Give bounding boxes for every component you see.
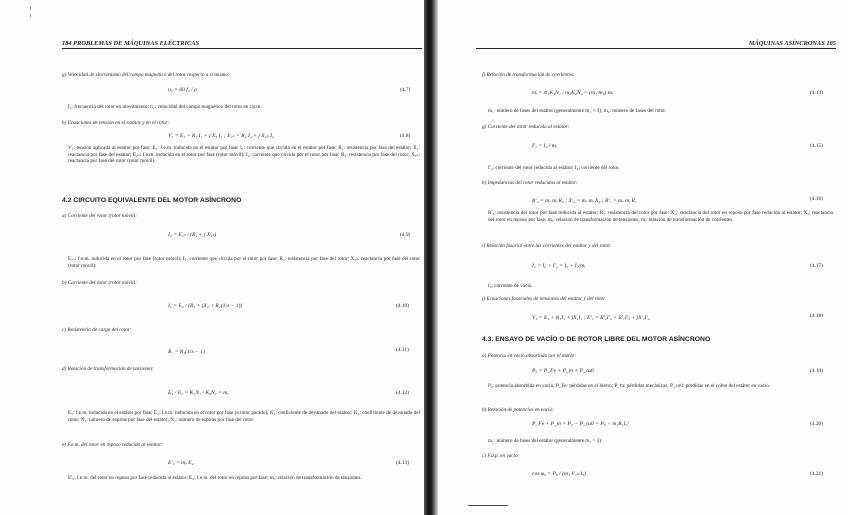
equation-number: (4.14) (810, 90, 824, 96)
scan-speck (30, 6, 31, 10)
item-description: V₁: tensión aplicada al estátor por fase; E₁: f.e.m. inducida en el estátor por fase; I₁: corriente que circula en el estátor por fase; R₁: resistencia por fase del estátor; X₁: reactancia por fase del estátor; E₂ₛ: f.e.m. inducida en el rotor por fase (rotor móvil); I₂: corriente que circula por el rotor por fase; R₂: resistencia por fase del rotor; X₂ₛ: reactancia por fase del rotor (rotor móvil). (68, 145, 420, 165)
book-gutter (424, 0, 438, 515)
equation: V₁ = E₁ + R₁I₁ + jX₁I₁ ; E′₂ = R′₂I′₂ + R′꜀I′₂ + jX′₂I′₂ (532, 315, 650, 321)
item-description: E₂ₛ: f.e.m. inducida en el rotor por fase (rotor móvil); I₂: corriente que circula por el rotor por fase; R₂: resistencia por fase del rotor; X₂ₛ: reactancia por fase del rotor (rotor móvil); (68, 256, 420, 269)
right-page-header: MÁQUINAS ASÍNCRONAS 185 (476, 40, 836, 49)
item-subheading: g) Corriente del rotor reducida al estátor: (482, 124, 570, 130)
item-description: I′₂: corriente del rotor reducida al estátor; I₂: corriente del rotor. (488, 165, 620, 171)
equation: R꜀ = R₂(1/s − 1) (168, 349, 205, 355)
section-title: 4.2 CIRCUITO EQUIVALENTE DEL MOTOR ASÍNCRONO (62, 197, 242, 204)
item-description: I₀: corriente de vacío. (488, 283, 533, 289)
item-subheading: c) Resistencia de carga del rotor: (62, 327, 132, 333)
equation: I′₂ = I₂ / mᵢ (532, 143, 557, 149)
equation-number: (4.20) (810, 421, 824, 427)
equation-number: (4.10) (396, 303, 410, 309)
left-page-header: 184 PROBLEMAS DE MÁQUINAS ELÉCTRICAS (62, 40, 422, 49)
item-subheading: h) Impedancias del rotor reducidas al estátor: (482, 180, 578, 186)
item-description: f₂: frecuencia del rotor en movimiento; n₂: velocidad del campo magnético del rotor en r.p.m. (68, 104, 262, 110)
item-description: R′₂: resistencia del rotor por fase reducida al estátor; R₂: resistencia del rotor por fase; X′₂: reactancia del rotor en reposo por fase reducida al estátor; X₂: reactancia del rotor en reposo por fase; mᵥ: relación de transformación de tensiones; mᵢ: relación de transformación de corrientes. (488, 210, 833, 223)
page-bottom-rule (468, 505, 508, 506)
scan-speck (30, 14, 31, 17)
equation: n₂ = 60 f₂ / p (168, 87, 197, 93)
item-subheading: e) F.e.m. del rotor en reposo reducida al estátor: (62, 442, 163, 448)
item-subheading: g) Velocidad de sincronismo del campo magnético del rotor respecto a sí mismo: (62, 72, 230, 78)
item-description: m₁: número de fases del estátor (generalmente m₁ = 3). (488, 438, 603, 444)
equation: I₂ = E₂ₛ / (R₂ + j X₂ₛ) (168, 232, 217, 238)
item-subheading: j) Ecuaciones fasoriales de tensiones del estátor y del rotor: (482, 296, 608, 302)
equation-number: (4.12) (396, 390, 410, 396)
equation-number: (4.11) (396, 347, 409, 353)
equation: E₁ / E₂ = K₁N₁ / K₂N₂ = mᵥ (168, 390, 229, 396)
equation-number: (4.8) (400, 133, 411, 139)
equation: I₂ = E₂ / (R₂ + jX₂ + R₂(1/s − 1)) (168, 303, 243, 309)
right-page (438, 0, 848, 515)
equation: cos φ₀ = P₀ / (m₁ V₁ₙ I₀) (532, 471, 587, 477)
equation: E′₂ = mᵥ E₂ (168, 460, 194, 466)
equation-number: (4.19) (810, 368, 824, 374)
item-subheading: h) Ecuaciones de tensión en el estátor y en el rotor: (62, 120, 170, 126)
item-subheading: c) F.d.p. en vacío: (482, 453, 520, 459)
equation-number: (4.15) (810, 143, 824, 149)
equation: I₁ = I₀ + I′₂ = I₀ + I₂/mᵢ (532, 263, 586, 269)
item-subheading: d) Relación de transformación de tensiones: (62, 366, 155, 372)
item-description: E₁: f.e.m. inducida en el estátor por fase; E₂: f.e.m. inducida en el rotor por fase (a rotor parado); K₁: coeficiente de devanado del estátor; K₂: coeficiente de devanado del rotor; N₁: número de espiras por fase del estátor; N₂: número de espiras por fase del rotor. (68, 410, 420, 423)
item-subheading: a) Corriente del rotor (rotor móvil): (62, 213, 137, 219)
equation: V₁ = E₁ + R₁ I₁ + j X₁ I₁ ; E₂ₛ = R₂ I₂ + j X₂ₛ I₂ (168, 133, 274, 139)
equation-number: (4.9) (400, 232, 411, 238)
item-subheading: a) Potencia en vacío absorbida por el motor: (482, 353, 577, 359)
item-description: m₁: número de fases del estátor (generalmente m₁ = 3); m₂: número de fases del rotor. (488, 108, 667, 114)
item-subheading: f) Relación de transformación de corrientes: (482, 72, 575, 78)
equation-number: (4.7) (400, 87, 411, 93)
item-subheading: b) Corriente del rotor (rotor móvil): (62, 280, 137, 286)
equation-number: (4.13) (396, 460, 410, 466)
equation: mᵢ = m₁K₁N₁ / m₂K₂N₂ = (m₁/m₂) mᵥ (532, 90, 614, 96)
equation-number: (4.18) (810, 313, 824, 319)
section-title: 4.3. ENSAYO DE VACÍO O DE ROTOR LIBRE DEL MOTOR ASÍNCRONO (482, 336, 711, 343)
item-subheading: i) Relación fasorial entre las corrientes del estátor y del rotor: (482, 243, 612, 249)
item-description: E′₂: f.e.m. del rotor en reposo por fase reducida al estátor; E₂: f.e.m. del rotor en reposo por fase; mᵥ: relación de transformación de tensiones. (68, 475, 362, 481)
equation-number: (4.21) (810, 471, 824, 477)
equation-number: (4.17) (810, 263, 824, 269)
equation-number: (4.16) (810, 196, 824, 202)
equation: P_Fe + P_m = P₀ − P_cu0 = P₀ − m₁R₁I₀² (532, 421, 630, 427)
equation: R′₂ = mᵥ mᵢ R₂ ; X′₂ = mᵥ mᵢ X₂ ; R′꜀ = mᵥ mᵢ R꜀ (532, 198, 637, 204)
equation: P₀ = P_Fe + P_m + P_cu0 (532, 368, 594, 374)
item-description: P₀: potencia absorbida en vacío; P_Fe: pérdidas en el hierro; P_m: pérdidas mecánicas; P_cu0: pérdidas en el cobre del estátor en vacío. (488, 383, 771, 389)
item-subheading: b) Relación de potencias en vacío: (482, 407, 554, 413)
